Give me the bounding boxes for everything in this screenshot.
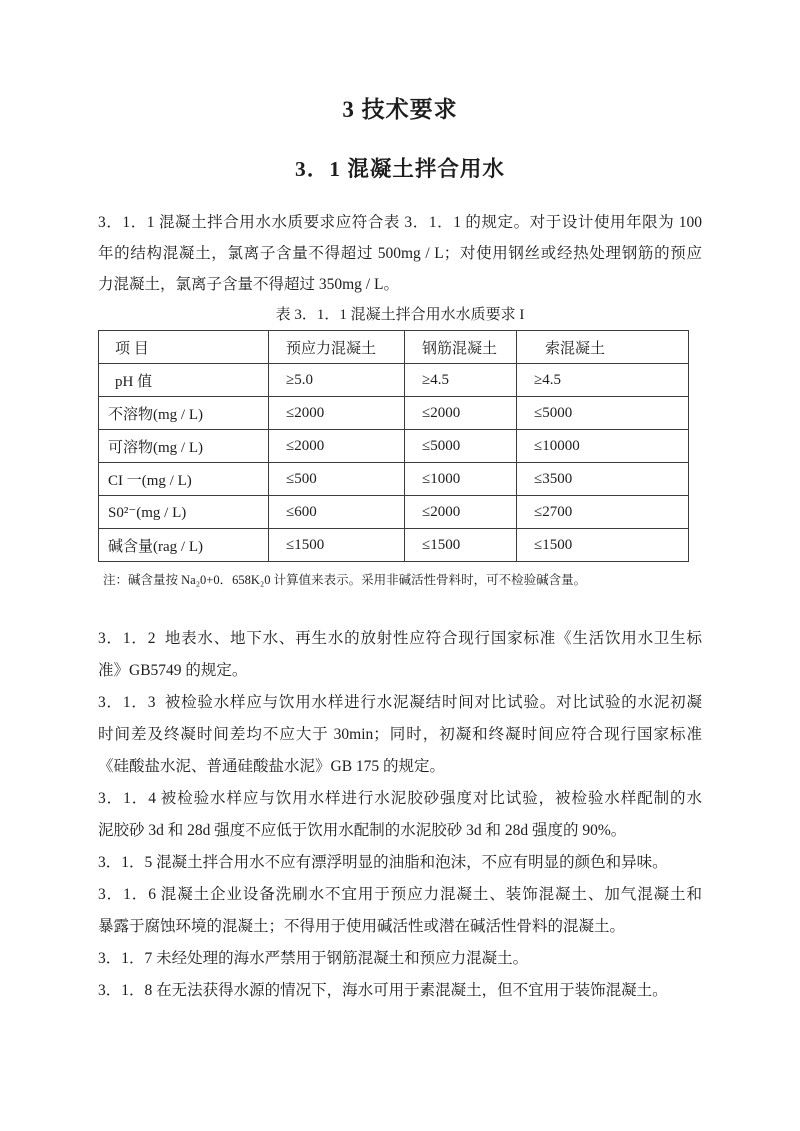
water-quality-table: [98, 330, 689, 562]
table-cell: ≤2700: [517, 496, 689, 529]
table-cell: 不溶物(mg / L): [99, 397, 269, 430]
table-cell: ≤500: [269, 463, 405, 496]
table-row-sulfate: [99, 496, 689, 529]
header-plain-concrete: 索混凝土: [517, 331, 689, 364]
text-line: 年的结构混凝土，氯离子含量不得超过 500mg / L；对使用钢丝或经热处理钢筋的预应: [98, 245, 702, 262]
table-cell: ≤5000: [405, 430, 517, 463]
table-cell: ≤600: [269, 496, 405, 529]
table-cell: ≤1500: [517, 529, 689, 562]
table-row-ph: [99, 364, 689, 397]
text-line: 3．1．1 混凝土拌合用水水质要求应符合表 3．1．1 的规定。对于设计使用年限为 100: [98, 214, 702, 231]
page-title: 3 技术要求: [342, 97, 458, 122]
table-cell: pH 值: [99, 364, 269, 397]
table-cell: 可溶物(mg / L): [99, 430, 269, 463]
table-cell: ≥5.0: [269, 364, 405, 397]
text-line: 3．1．3 被检验水样应与饮用水样进行水泥凝结时间对比试验。对比试验的水泥初凝: [98, 694, 702, 711]
table-row-alkali: [99, 529, 689, 562]
table-cell: 碱含量(rag / L): [99, 529, 269, 562]
paragraph-3-1-3: [98, 687, 702, 783]
table-cell: ≤1000: [405, 463, 517, 496]
header-reinforced-concrete: 钢筋混凝土: [405, 331, 517, 364]
paragraph-3-1-5: [98, 847, 702, 879]
table-cell: ≤2000: [405, 496, 517, 529]
text-line: 3．1．7 未经处理的海水严禁用于钢筋混凝土和预应力混凝土。: [98, 950, 529, 967]
table-cell: CI 一(mg / L): [99, 463, 269, 496]
text-line: 3．1．2 地表水、地下水、再生水的放射性应符合现行国家标准《生活饮用水卫生标: [98, 630, 702, 647]
table-row-insoluble: [99, 397, 689, 430]
text-line: 3．1．6 混凝土企业设备洗刷水不宜用于预应力混凝土、装饰混凝土、加气混凝土和: [98, 886, 702, 903]
table-caption: 表 3．1．1 混凝土拌合用水水质要求 I: [275, 307, 525, 323]
table-row-soluble: [99, 430, 689, 463]
text-line: 时间差及终凝时间差均不应大于 30min；同时，初凝和终凝时间应符合现行国家标准: [98, 726, 702, 743]
table-note: 注：碱含量按 Na₂0+0．658K₂0 计算值来表示。采用非碱活性骨料时，可不检验碱含量。: [103, 573, 587, 587]
table-cell: ≤2000: [405, 397, 517, 430]
text-line: 《硅酸盐水泥、普通硅酸盐水泥》GB 175 的规定。: [98, 758, 446, 775]
table-cell: ≤1500: [405, 529, 517, 562]
table-cell: ≥4.5: [517, 364, 689, 397]
table-cell: S0²⁻(mg / L): [99, 496, 269, 529]
table-cell: ≥4.5: [405, 364, 517, 397]
header-item-column: 项 目: [99, 331, 269, 364]
table-cell: ≤10000: [517, 430, 689, 463]
paragraph-3-1-2: [98, 623, 702, 687]
text-line: 3．1．4 被检验水样应与饮用水样进行水泥胶砂强度对比试验，被检验水样配制的水: [98, 790, 702, 807]
table-row-chloride: [99, 463, 689, 496]
paragraph-3-1-7: [98, 943, 702, 975]
section-heading: 3．1 混凝土拌合用水: [295, 157, 505, 181]
paragraph-3-1-6: [98, 879, 702, 943]
table-cell: ≤2000: [269, 397, 405, 430]
paragraph-3-1-1: [98, 207, 702, 300]
text-line: 力混凝土，氯离子含量不得超过 350mg / L。: [98, 276, 399, 293]
text-line: 泥胶砂 3d 和 28d 强度不应低于饮用水配制的水泥胶砂 3d 和 28d 强度的 90%。: [98, 822, 627, 839]
text-line: 3．1．5 混凝土拌合用水不应有漂浮明显的油脂和泡沫，不应有明显的颜色和异味。: [98, 854, 668, 871]
table-header-row: [99, 331, 689, 364]
paragraph-3-1-8: [98, 975, 702, 1007]
text-line: 暴露于腐蚀环境的混凝土；不得用于使用碱活性或潜在碱活性骨料的混凝土。: [98, 918, 626, 935]
table-cell: ≤5000: [517, 397, 689, 430]
text-line: 准》GB5749 的规定。: [98, 662, 248, 679]
text-line: 3．1．8 在无法获得水源的情况下，海水可用于素混凝土，但不宜用于装饰混凝土。: [98, 982, 668, 999]
table-cell: ≤1500: [269, 529, 405, 562]
table-cell: ≤2000: [269, 430, 405, 463]
header-prestressed-concrete: 预应力混凝土: [269, 331, 405, 364]
paragraph-3-1-4: [98, 783, 702, 847]
body-paragraphs: [98, 623, 702, 1007]
table-cell: ≤3500: [517, 463, 689, 496]
